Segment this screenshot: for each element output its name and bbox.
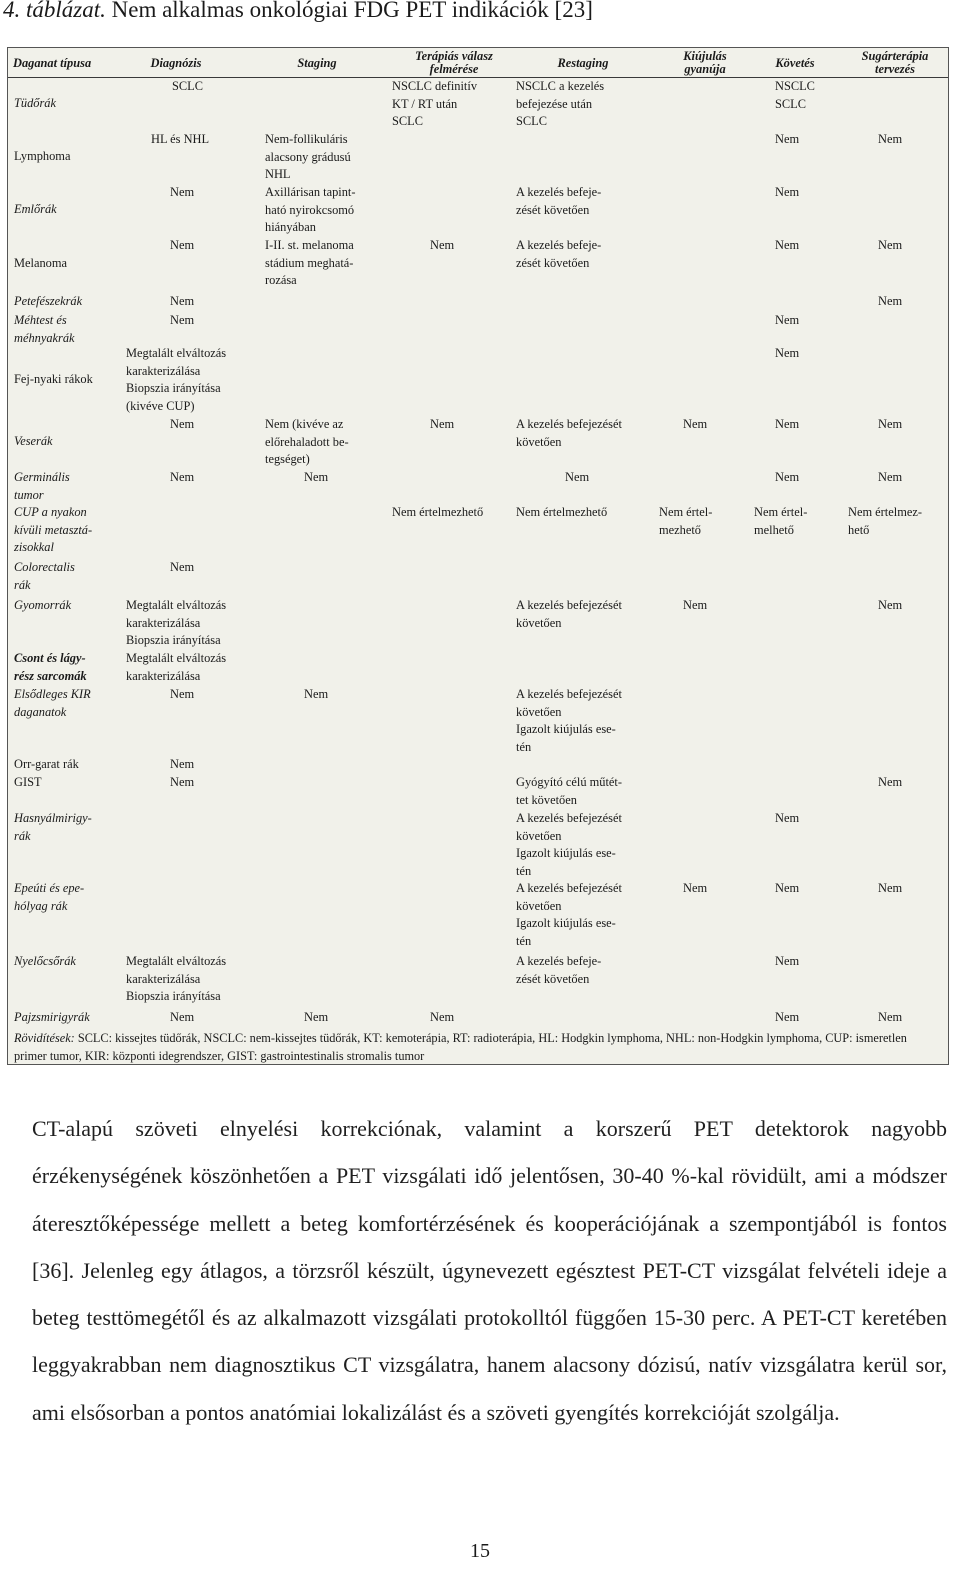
cell-relapse: Nem: [683, 417, 708, 431]
tumor-type-label: Méhtest és: [14, 313, 67, 327]
tumor-type-label: Nyelőcsőrák: [14, 954, 76, 968]
cell-rt: Nem: [878, 417, 903, 431]
tumor-type-label: rák: [14, 577, 31, 592]
cell-relapse: Nem értel-: [659, 505, 713, 519]
cell-diag: Nem: [170, 417, 195, 431]
cell-restaging: Nem értelmezhető: [516, 505, 608, 519]
header-cell: Sugárterápia tervezés: [861, 49, 929, 76]
cell-diag: Biopszia irányítása: [126, 989, 221, 1003]
cell-followup: SCLC: [775, 96, 806, 111]
tumor-type-label: Tüdőrák: [14, 95, 56, 110]
cell-restaging: Igazolt kiújulás ese-: [516, 722, 616, 736]
tumor-type-label: Germinális: [14, 470, 70, 484]
tumor-type-label: rész sarcomák: [14, 668, 87, 683]
cell-diag: Nem: [170, 757, 195, 771]
cell-diag: Megtalált elváltozás: [126, 954, 227, 968]
cell-diag: SCLC: [172, 79, 203, 93]
cell-rt: Nem: [878, 881, 903, 895]
cell-rt: Nem: [878, 132, 903, 146]
cell-staging: NHL: [265, 167, 291, 181]
cell-followup: Nem: [775, 881, 800, 895]
tumor-type-label: méhnyakrák: [14, 330, 75, 345]
body-paragraph: CT-alapú szöveti elnyelési korrekciónak, valamint a korszerű PET detektorok nagyobb érzékenységének köszönhetően a PET vizsgálati idő jelentősen, 30-40 %-kal rövidült, ami a módszer áteresztőképessége mellett a beteg komfortérzésének és kooperációjának a szempontjából is fontos [36]. Jelenleg egy átlagos, a törzsről készült, úgynevezett egésztest PET-CT vizsgálat felvételi ideje a beteg testtömegétől és az alkalmazott vizsgálati protokolltól függően 15-30 perc. A PET-CT keretében leggyakrabban nem diagnosztikus CT vizsgálatra, hanem alacsony dózisú, natív vizsgálatra kerül sor, ami elsősorban a pontos anatómiai lokalizálást és a szöveti gyengítés korrekcióját szolgálja.: [32, 1116, 947, 1425]
tumor-type-label: daganatok: [14, 704, 67, 719]
cell-restaging: NSCLC a kezelés: [516, 79, 605, 93]
header-cell: Staging: [297, 56, 337, 70]
cell-followup: Nem: [775, 470, 800, 484]
tumor-type-label: Epeúti és epe-: [14, 881, 85, 895]
cell-diag: Nem: [170, 1010, 195, 1024]
tumor-type-label: Orr-garat rák: [14, 757, 79, 771]
cell-restaging: SCLC: [516, 114, 547, 128]
tumor-type-label: zisokkal: [14, 540, 54, 554]
cell-restaging: zését követően: [516, 255, 590, 270]
header-cell: Követés: [775, 56, 815, 70]
cell-staging: alacsony grádusú: [265, 149, 351, 164]
tumor-type-label: Gyomorrák: [14, 598, 72, 612]
cell-restaging: tet követően: [516, 792, 577, 807]
cell-staging: előrehaladott be-: [265, 434, 349, 449]
tumor-type-label: hólyag rák: [14, 898, 68, 913]
cell-relapse: Nem: [683, 598, 708, 612]
cell-followup: Nem: [775, 811, 800, 825]
cell-relapse: mezhető: [659, 522, 701, 537]
cell-diag: Nem: [170, 238, 195, 252]
cell-diag: karakterizálása: [126, 668, 201, 683]
footnote-label: Rövidítések:: [14, 1031, 75, 1045]
page-number: 15: [470, 1540, 490, 1562]
cell-therapy: KT / RT után: [392, 96, 458, 111]
cell-followup: melhető: [754, 522, 794, 537]
cell-diag: Nem: [170, 560, 195, 574]
table-footnote: [14, 1030, 936, 1065]
cell-rt: Nem: [878, 294, 903, 308]
cell-restaging: követően: [516, 704, 562, 719]
cell-restaging: tén: [516, 739, 532, 754]
cell-diag: Biopszia irányítása: [126, 381, 221, 395]
cell-restaging: Nem: [565, 470, 590, 484]
cell-staging: tegséget): [265, 452, 310, 466]
cell-restaging: követően: [516, 898, 562, 913]
cell-diag: Megtalált elváltozás: [126, 598, 227, 612]
cell-staging: Nem: [304, 470, 329, 484]
cell-restaging: A kezelés befejezését: [516, 811, 622, 825]
cell-therapy: Nem: [430, 238, 455, 252]
footnote-text: SCLC: kissejtes tüdőrák, NSCLC: nem-kissejtes tüdőrák, KT: kemoterápia, RT: radioterápia, HL: Hodgkin lymphoma, NHL: non-Hodgkin lymphoma, CUP: ismeretlen primer tumor, KIR: központi idegrendszer, GIST: gastrointestinalis stromalis tumor: [14, 1031, 907, 1063]
cell-followup: Nem: [775, 185, 800, 199]
cell-staging: rozása: [265, 273, 297, 287]
cell-diag: karakterizálása: [126, 363, 201, 378]
cell-followup: Nem: [775, 346, 800, 360]
cell-diag: Biopszia irányítása: [126, 633, 221, 647]
cell-diag: Nem: [170, 185, 195, 199]
cell-restaging: A kezelés befejezését: [516, 687, 622, 701]
cell-therapy: Nem: [430, 417, 455, 431]
cell-diag: Nem: [170, 470, 195, 484]
cell-restaging: követően: [516, 615, 562, 630]
cell-followup: Nem: [775, 238, 800, 252]
header-cell: Diagnózis: [150, 56, 202, 70]
cell-restaging: tén: [516, 933, 532, 948]
cell-followup: Nem: [775, 1010, 800, 1024]
cell-diag: karakterizálása: [126, 971, 201, 986]
tumor-type-label: Hasnyálmirigy-: [14, 811, 92, 825]
cell-diag: Nem: [170, 294, 195, 308]
cell-restaging: Igazolt kiújulás ese-: [516, 916, 616, 930]
cell-restaging: A kezelés befeje-: [516, 238, 602, 252]
table-number: 4. táblázat.: [3, 0, 106, 22]
cell-therapy: SCLC: [392, 114, 423, 128]
cell-diag: Nem: [170, 687, 195, 701]
cell-staging: Axillárisan tapint-: [265, 185, 356, 199]
tumor-type-label: Colorectalis: [14, 560, 75, 574]
cell-followup: NSCLC: [775, 79, 815, 93]
header-cell: Kiújulás gyanúja: [683, 49, 727, 76]
cell-followup: Nem: [775, 313, 800, 327]
cell-relapse: Nem: [683, 881, 708, 895]
cell-diag: Megtalált elváltozás: [126, 346, 227, 360]
cell-followup: Nem: [775, 132, 800, 146]
tumor-type-label: rák: [14, 828, 31, 843]
cell-restaging: követően: [516, 828, 562, 843]
cell-restaging: befejezése után: [516, 96, 593, 111]
cell-staging: Nem-follikuláris: [265, 132, 348, 146]
tumor-type-label: Elsődleges KIR: [14, 687, 91, 701]
cell-rt: Nem: [878, 598, 903, 612]
cell-restaging: A kezelés befeje-: [516, 185, 602, 199]
tumor-type-label: tumor: [14, 487, 44, 502]
cell-rt: Nem: [878, 775, 903, 789]
cell-diag: Nem: [170, 313, 195, 327]
tumor-type-label: Melanoma: [14, 256, 67, 271]
tumor-type-label: Lymphoma: [14, 148, 71, 163]
cell-restaging: A kezelés befejezését: [516, 881, 622, 895]
tumor-type-label: Veserák: [14, 433, 53, 448]
cell-staging: stádium meghatá-: [265, 255, 354, 270]
header-cell: Terápiás válasz felmérése: [415, 49, 493, 76]
cell-rt: Nem értelmez-: [848, 505, 922, 519]
table-caption: [3, 0, 593, 23]
cell-restaging: Igazolt kiújulás ese-: [516, 846, 616, 860]
cell-rt: Nem: [878, 1010, 903, 1024]
cell-staging: Nem: [304, 1010, 329, 1024]
tumor-type-label: Pajzsmirigyrák: [14, 1010, 90, 1024]
cell-restaging: A kezelés befejezését: [516, 598, 622, 612]
cell-staging: I-II. st. melanoma: [265, 238, 354, 252]
cell-rt: hető: [848, 522, 870, 537]
cell-rt: Nem: [878, 470, 903, 484]
tumor-type-label: CUP a nyakon: [14, 505, 87, 519]
cell-therapy: Nem: [430, 1010, 455, 1024]
tumor-type-label: Fej-nyaki rákok: [14, 371, 93, 386]
cell-staging: Nem (kivéve az: [265, 417, 344, 431]
table-title: Nem alkalmas onkológiai FDG PET indikációk [23]: [111, 0, 593, 22]
tumor-type-label: Emlőrák: [14, 201, 57, 216]
cell-therapy: NSCLC definitív: [392, 79, 478, 93]
cell-restaging: követően: [516, 434, 562, 449]
cell-diag: HL és NHL: [151, 132, 210, 146]
cell-restaging: tén: [516, 863, 532, 878]
cell-followup: Nem: [775, 954, 800, 968]
indications-table: [7, 47, 949, 1065]
cell-staging: hiányában: [265, 220, 316, 234]
cell-restaging: zését követően: [516, 971, 590, 986]
cell-restaging: A kezelés befeje-: [516, 954, 602, 968]
cell-diag: (kivéve CUP): [126, 398, 195, 413]
cell-restaging: zését követően: [516, 202, 590, 217]
cell-followup: Nem: [775, 417, 800, 431]
cell-staging: ható nyirokcsomó: [265, 202, 355, 217]
header-cell: Daganat típusa: [13, 56, 92, 70]
cell-therapy: Nem értelmezhető: [392, 505, 484, 519]
tumor-type-label: GIST: [14, 775, 42, 789]
cell-diag: Megtalált elváltozás: [126, 651, 227, 665]
cell-restaging: Gyógyító célú műtét-: [516, 775, 622, 789]
tumor-type-label: kívüli metasztá-: [14, 522, 93, 537]
cell-diag: Nem: [170, 775, 195, 789]
tumor-type-label: Csont és lágy-: [14, 651, 86, 665]
cell-diag: karakterizálása: [126, 615, 201, 630]
header-cell: Restaging: [557, 56, 609, 70]
cell-rt: Nem: [878, 238, 903, 252]
cell-restaging: A kezelés befejezését: [516, 417, 622, 431]
cell-staging: Nem: [304, 687, 329, 701]
tumor-type-label: Petefészekrák: [14, 294, 83, 308]
cell-followup: Nem értel-: [754, 505, 808, 519]
